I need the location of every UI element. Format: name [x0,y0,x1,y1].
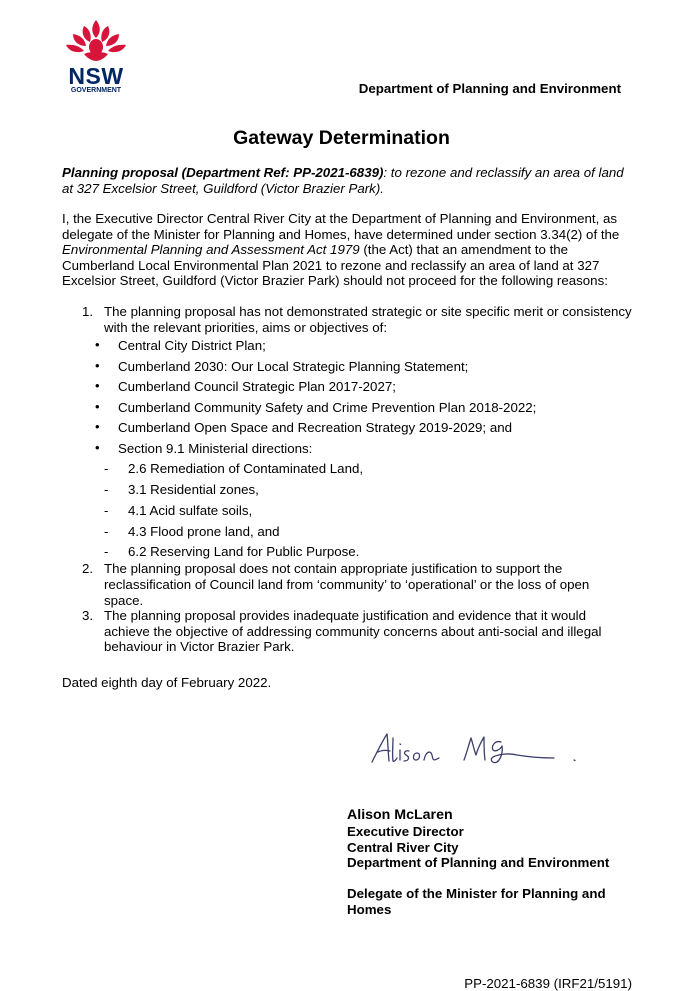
act-name: Environmental Planning and Assessment Act 1979 [62,242,360,258]
logo-government-text: GOVERNMENT [70,87,122,94]
list-item-text: Section 9.1 Ministerial directions: [118,440,313,456]
list-item [62,379,632,400]
bullet-icon: • [95,419,100,435]
plans-list [62,338,632,561]
signer-division: Central River City [347,839,459,855]
list-item-text: Cumberland Open Space and Recreation Strategy 2019-2029; and [118,420,512,436]
footer-reference: PP-2021-6839 (IRF21/5191) [464,976,632,991]
list-item [62,441,632,462]
header-department: Department of Planning and Environment [358,81,621,96]
direction-item [62,503,632,524]
bullet-icon: • [95,357,100,373]
reason-2 [62,561,632,608]
dash-icon: - [104,502,109,518]
direction-text: 4.1 Acid sulfate soils, [128,502,253,518]
nsw-government-logo [60,18,132,94]
dash-icon: - [104,481,109,497]
list-item-text: Cumberland Council Strategic Plan 2017-2027; [118,379,396,395]
proposal-description: : to rezone and reclassify an area of land at 327 Excelsior Street, Guildford (Victor Brazier Park). [62,165,624,196]
dash-icon: - [104,523,109,539]
signer-block [347,808,637,871]
direction-item [62,461,632,482]
reason-1 [62,304,632,335]
direction-text: 4.3 Flood prone land, and [128,523,280,539]
list-item [62,338,632,359]
reason-number: 1. [82,304,94,319]
determination-text-end: (the Act) that an amendment to the Cumberland Local Environmental Plan 2021 to rezone and reclassify an area of land at 327 Excelsior Street, Guildford (Victor Brazier Park) should not proceed for the following reasons: [62,242,608,289]
reason-number: 3. [82,608,94,624]
bullet-icon: • [95,378,100,394]
direction-text: 2.6 Remediation of Contaminated Land, [128,461,364,477]
list-item-text: Central City District Plan; [118,338,266,354]
list-item-text: Cumberland 2030: Our Local Strategic Planning Statement; [118,358,469,374]
reason-text: The planning proposal does not contain appropriate justification to support the reclassification of Council land from ‘community’ to ‘operational’ or the loss of open space. [104,561,590,608]
proposal-reference: Planning proposal (Department Ref: PP-2021-6839) [62,165,384,180]
intro-paragraph [62,165,627,196]
dated-line: Dated eighth day of February 2022. [62,675,272,690]
reason-3 [62,608,632,655]
direction-item [62,524,632,545]
reason-text: The planning proposal provides inadequate justification and evidence that it would achieve the objective of addressing community concerns about anti-social and illegal behaviour in Victor Brazier Park. [104,608,602,655]
page-title: Gateway Determination [233,127,450,149]
waratah-flower-icon [60,18,132,66]
reason-text: The planning proposal has not demonstrated strategic or site specific merit or consistency with the relevant priorities, aims or objectives of: [104,304,632,335]
direction-item [62,544,632,561]
signer-department: Department of Planning and Environment [347,855,610,871]
bullet-icon: • [95,398,100,414]
list-item [62,420,632,441]
bullet-icon: • [95,337,100,353]
reasons-list [62,304,632,655]
signer-title: Executive Director [347,823,464,839]
list-item-text: Cumberland Community Safety and Crime Prevention Plan 2018-2022; [118,399,537,415]
determination-paragraph [62,211,627,289]
direction-text: 3.1 Residential zones, [128,481,259,497]
delegate-line: Delegate of the Minister for Planning and Homes [347,886,606,917]
logo-nsw-text: NSW [68,63,124,89]
handwritten-signature [369,728,589,773]
direction-item [62,482,632,503]
bullet-icon: • [95,439,100,455]
determination-text-start: I, the Executive Director Central River City at the Department of Planning and Environment, as delegate of the Minister for Planning and Homes, have determined under section 3.34(2) of the [62,211,620,242]
signer-name: Alison McLaren [347,807,453,823]
list-item [62,400,632,421]
dash-icon: - [104,461,109,477]
reason-number: 2. [82,561,94,577]
dash-icon: - [104,544,109,560]
direction-text: 6.2 Reserving Land for Public Purpose. [128,544,360,560]
list-item [62,359,632,380]
